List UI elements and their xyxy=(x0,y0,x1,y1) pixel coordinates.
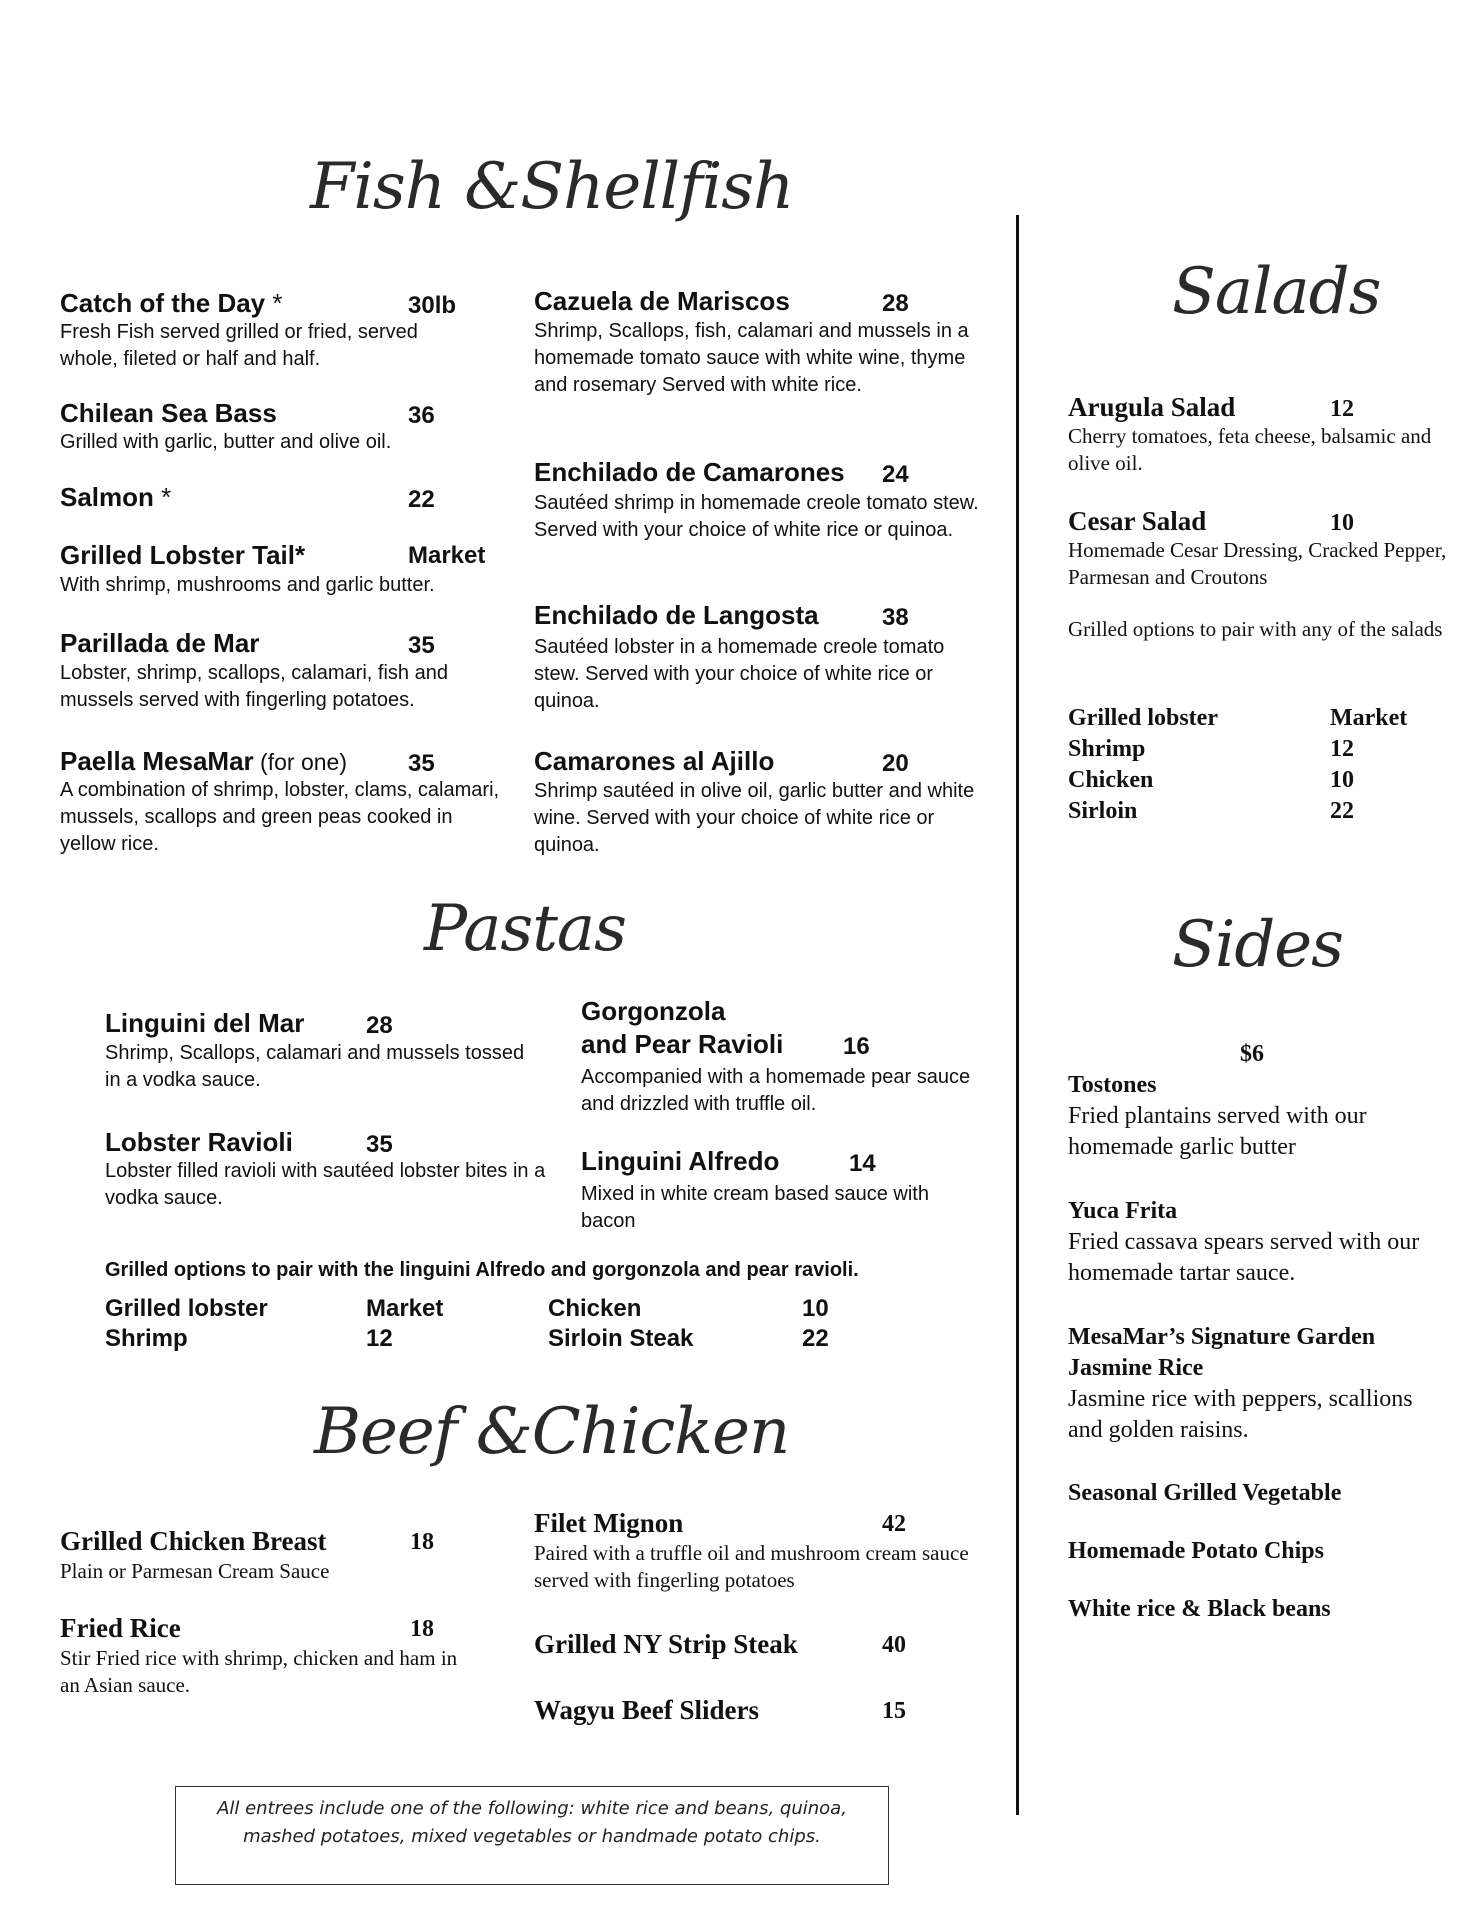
item-name: Lobster Ravioli xyxy=(105,1127,293,1157)
salads-heading: Salads xyxy=(1172,255,1381,329)
item-name: Parillada de Mar xyxy=(60,628,260,658)
item-description: Fried plantains served with our homemade garlic butter xyxy=(1068,1103,1367,1160)
item-price: 38 xyxy=(882,604,909,631)
footer-note-box xyxy=(175,1786,889,1885)
item-description: Plain or Parmesan Cream Sauce xyxy=(60,1559,330,1583)
item-description: Jasmine rice with peppers, scallions and golden raisins. xyxy=(1068,1386,1413,1443)
item-description: Mixed in white cream based sauce with bacon xyxy=(581,1183,929,1232)
item-name: Paella MesaMar xyxy=(60,746,254,776)
item-note: (for one) xyxy=(253,749,347,775)
item-name: Tostones xyxy=(1068,1072,1157,1098)
option-price: 12 xyxy=(366,1325,393,1352)
column-divider xyxy=(1016,215,1019,1815)
item-price: 24 xyxy=(882,461,909,488)
option-name: Chicken xyxy=(1068,767,1154,793)
item-note: * xyxy=(153,482,172,512)
item-price: 10 xyxy=(1330,510,1354,536)
item-description: Stir Fried rice with shrimp, chicken and ham in an Asian sauce. xyxy=(60,1646,458,1697)
item-description: With shrimp, mushrooms and garlic butter. xyxy=(60,574,435,596)
item-name: Enchilado de Camarones xyxy=(534,457,845,487)
item-name: Filet Mignon xyxy=(534,1508,684,1538)
option-name: Sirloin Steak xyxy=(548,1325,694,1352)
item-name: Homemade Potato Chips xyxy=(1068,1538,1324,1564)
option-price: 10 xyxy=(802,1295,829,1322)
item-price: 35 xyxy=(408,750,435,777)
item-name: Cazuela de Mariscos xyxy=(534,286,790,316)
item-name: Linguini Alfredo xyxy=(581,1146,780,1176)
option-name: Grilled lobster xyxy=(105,1295,268,1322)
item-name: Seasonal Grilled Vegetable xyxy=(1068,1480,1342,1506)
pastas-options-title: Grilled options to pair with the linguini Alfredo and gorgonzola and pear ravioli. xyxy=(105,1259,859,1281)
option-price: 22 xyxy=(1330,798,1354,824)
item-name: Wagyu Beef Sliders xyxy=(534,1695,760,1725)
item-name: Linguini del Mar xyxy=(105,1008,305,1038)
option-price: 22 xyxy=(802,1325,829,1352)
item-name: Fried Rice xyxy=(60,1613,181,1643)
option-price: Market xyxy=(366,1295,444,1322)
item-price: 35 xyxy=(366,1131,393,1158)
salads-options-title: Grilled options to pair with any of the salads xyxy=(1068,617,1443,641)
item-price: Market xyxy=(408,542,486,569)
menu-item-catch-of-the-day xyxy=(60,288,283,319)
pastas-heading: Pastas xyxy=(424,892,626,966)
item-price: 36 xyxy=(408,402,435,429)
option-name: Shrimp xyxy=(1068,736,1146,762)
sides-heading: Sides xyxy=(1172,908,1343,982)
item-name: Yuca Frita xyxy=(1068,1198,1178,1224)
item-name: Grilled NY Strip Steak xyxy=(534,1629,798,1659)
item-name: White rice & Black beans xyxy=(1068,1596,1331,1622)
footer-note: All entrees include one of the following: white rice and beans, quinoa, mashed potatoes, mixed vegetables or handmade potato chips. xyxy=(217,1798,847,1847)
fish-heading: Fish &Shellfish xyxy=(310,150,794,224)
item-name: Grilled Lobster Tail* xyxy=(60,540,306,570)
item-description: Shrimp, Scallops, fish, calamari and mussels in a homemade tomato sauce with white wine, thyme and rosemary Served with white rice. xyxy=(534,320,969,396)
item-description: Sautéed lobster in a homemade creole tomato stew. Served with your choice of white rice or quinoa. xyxy=(534,636,945,712)
item-description: Cherry tomatoes, feta cheese, balsamic and olive oil. xyxy=(1068,424,1432,475)
item-name: Enchilado de Langosta xyxy=(534,600,819,630)
option-price: 10 xyxy=(1330,767,1354,793)
item-price: 16 xyxy=(843,1033,870,1060)
item-description: Homemade Cesar Dressing, Cracked Pepper, Parmesan and Croutons xyxy=(1068,538,1447,589)
item-name: Cesar Salad xyxy=(1068,506,1207,536)
option-price: Market xyxy=(1330,705,1408,731)
item-price: 18 xyxy=(410,1616,434,1642)
item-name: MesaMar’s Signature Garden xyxy=(1068,1324,1376,1350)
item-price: 28 xyxy=(882,290,909,317)
item-name: and Pear Ravioli xyxy=(581,1029,784,1059)
item-price: 12 xyxy=(1330,396,1354,422)
item-description: Fresh Fish served grilled or fried, served whole, fileted or half and half. xyxy=(60,321,418,370)
item-description: Grilled with garlic, butter and olive oil. xyxy=(60,431,392,453)
item-description: Accompanied with a homemade pear sauce and drizzled with truffle oil. xyxy=(581,1066,971,1115)
option-name: Shrimp xyxy=(105,1325,188,1352)
item-name: Grilled Chicken Breast xyxy=(60,1526,327,1556)
item-price: 18 xyxy=(410,1529,434,1555)
item-price: 22 xyxy=(408,486,435,513)
item-price: 20 xyxy=(882,750,909,777)
item-description: Sautéed shrimp in homemade creole tomato stew. Served with your choice of white rice or quinoa. xyxy=(534,492,979,541)
item-note: * xyxy=(265,288,283,318)
item-name: Camarones al Ajillo xyxy=(534,746,775,776)
item-description: Shrimp sautéed in olive oil, garlic butter and white wine. Served with your choice of white rice or quinoa. xyxy=(534,780,975,856)
item-description: Lobster filled ravioli with sautéed lobster bites in a vodka sauce. xyxy=(105,1160,546,1209)
item-price: 42 xyxy=(882,1511,906,1537)
item-price: 30lb xyxy=(408,292,457,319)
option-name: Sirloin xyxy=(1068,798,1138,824)
option-price: 12 xyxy=(1330,736,1354,762)
item-description: A combination of shrimp, lobster, clams, calamari, mussels, scallops and green peas cooked in yellow rice. xyxy=(60,779,500,855)
item-price: 35 xyxy=(408,632,435,659)
item-price: 40 xyxy=(882,1632,906,1658)
menu-item-paella xyxy=(60,746,347,777)
item-name: Chilean Sea Bass xyxy=(60,398,277,428)
item-name: Salmon xyxy=(60,482,154,512)
beef-heading: Beef &Chicken xyxy=(314,1395,790,1469)
item-price: 15 xyxy=(882,1698,906,1724)
item-price: 14 xyxy=(849,1150,876,1177)
item-description: Lobster, shrimp, scallops, calamari, fish and mussels served with fingerling potatoes. xyxy=(60,662,448,711)
item-description: Fried cassava spears served with our homemade tartar sauce. xyxy=(1068,1229,1420,1286)
option-name: Grilled lobster xyxy=(1068,705,1218,731)
menu-item-salmon xyxy=(60,482,171,513)
item-price: 28 xyxy=(366,1012,393,1039)
item-description: Shrimp, Scallops, calamari and mussels tossed in a vodka sauce. xyxy=(105,1042,525,1091)
item-name: Catch of the Day xyxy=(60,288,266,318)
item-name: Arugula Salad xyxy=(1068,392,1236,422)
item-name: Jasmine Rice xyxy=(1068,1355,1204,1381)
option-name: Chicken xyxy=(548,1295,642,1322)
item-name: Gorgonzola xyxy=(581,996,726,1026)
sides-price: $6 xyxy=(1240,1041,1264,1067)
item-description: Paired with a truffle oil and mushroom cream sauce served with fingerling potatoes xyxy=(534,1541,969,1592)
